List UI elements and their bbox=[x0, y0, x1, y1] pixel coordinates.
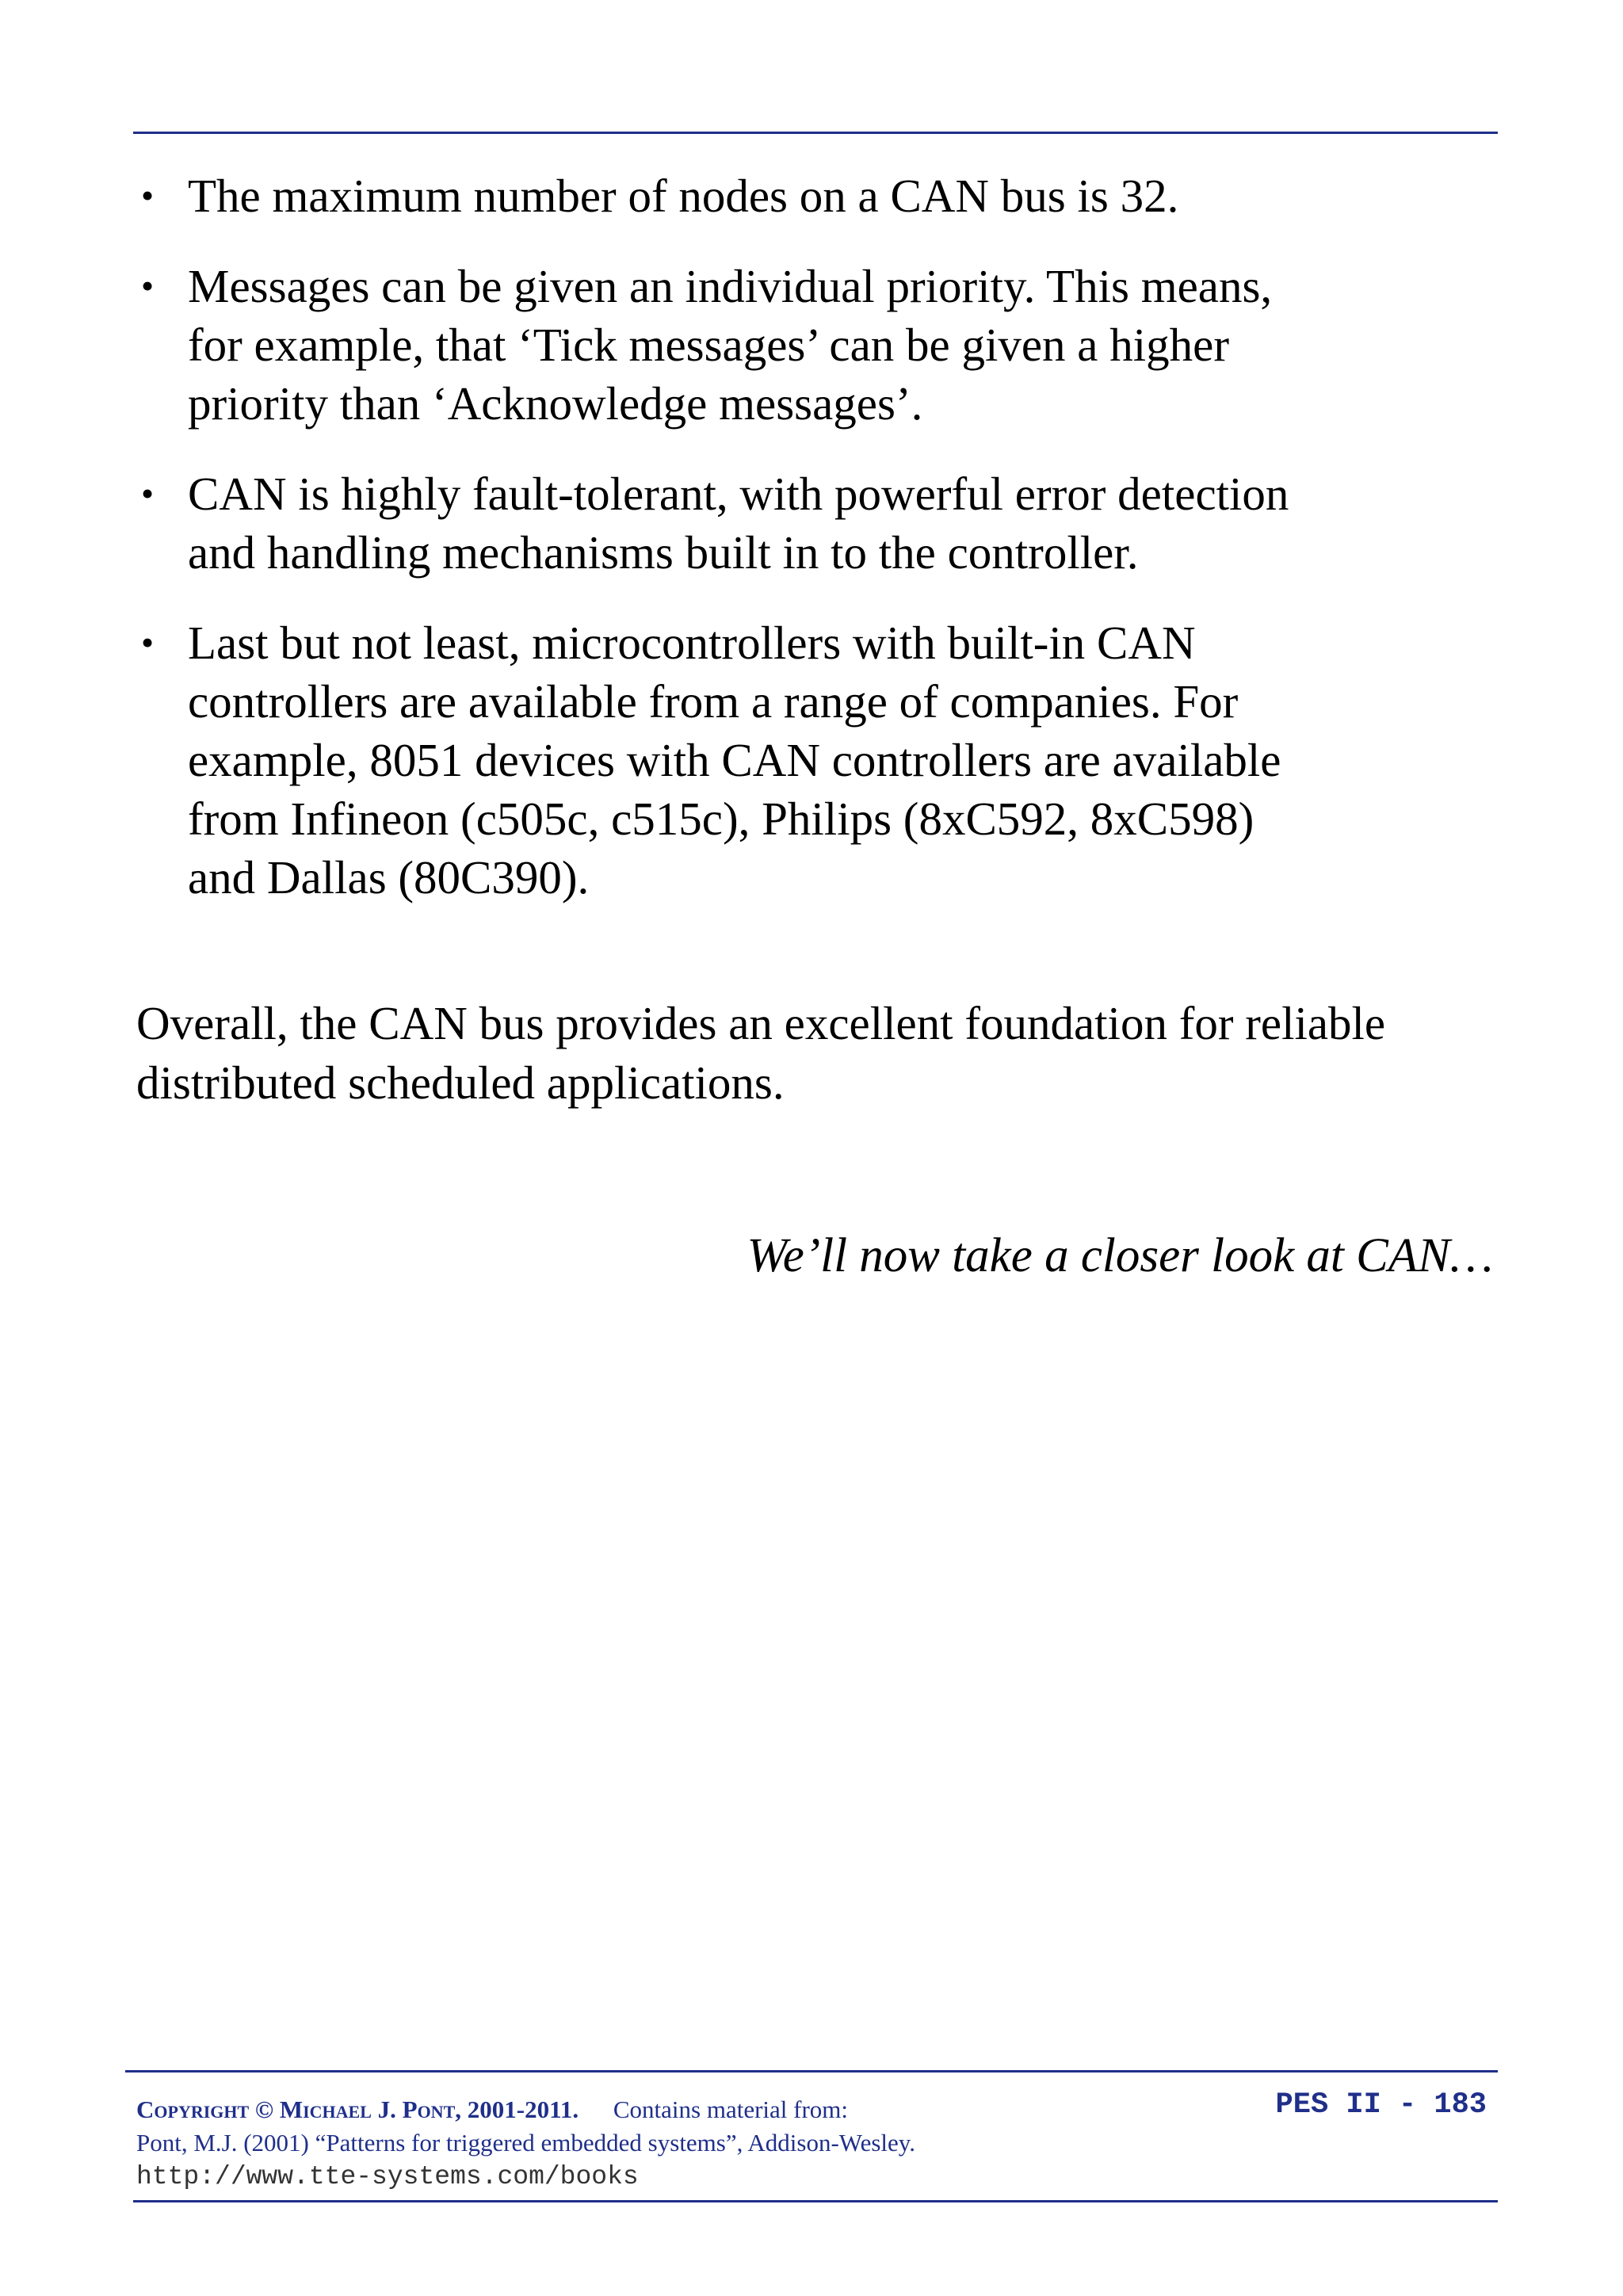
bullet-dot-icon: • bbox=[141, 266, 155, 306]
bullet-dot-icon: • bbox=[141, 175, 155, 216]
bullet-line: Messages can be given an individual priority. This means, bbox=[188, 260, 1273, 312]
bullet-line: from Infineon (c505c, c515c), Philips (8xC592, 8xC598) bbox=[188, 793, 1254, 845]
source-intro: Contains material from: bbox=[613, 2095, 849, 2123]
bullet-line: Last but not least, microcontrollers with built-in CAN bbox=[188, 617, 1196, 669]
bullet-line: CAN is highly fault-tolerant, with powerful error detection bbox=[188, 468, 1289, 520]
bullet-dot-icon: • bbox=[141, 622, 155, 663]
bullet-item bbox=[135, 166, 1403, 225]
bullet-line: controllers are available from a range of companies. For bbox=[188, 675, 1239, 728]
bullet-item bbox=[135, 613, 1403, 907]
bullet-line: example, 8051 devices with CAN controllers are available bbox=[188, 734, 1281, 786]
page-footer bbox=[136, 2088, 1491, 2195]
bullet-line: and Dallas (80C390). bbox=[188, 851, 590, 904]
footer-top-divider bbox=[125, 2070, 1498, 2073]
footer-url-link[interactable]: http://www.tte-systems.com/books bbox=[136, 2162, 639, 2191]
page-number-label: PES II - 183 bbox=[1275, 2088, 1487, 2122]
bullet-dot-icon: • bbox=[141, 473, 155, 514]
copyright-notice: Copyright © Michael J. Pont, 2001-2011. bbox=[136, 2095, 579, 2123]
summary-paragraph bbox=[136, 994, 1499, 1113]
bullet-line: priority than ‘Acknowledge messages’. bbox=[188, 377, 923, 430]
bullet-line: for example, that ‘Tick messages’ can be given a higher bbox=[188, 319, 1229, 371]
bullet-item bbox=[135, 464, 1403, 582]
paragraph-line: distributed scheduled applications. bbox=[136, 1056, 785, 1109]
closing-remark: We’ll now take a closer look at CAN… bbox=[747, 1229, 1493, 1282]
bullet-list bbox=[135, 166, 1403, 938]
footer-bottom-divider bbox=[133, 2200, 1498, 2202]
paragraph-line: Overall, the CAN bus provides an excellent foundation for reliable bbox=[136, 997, 1386, 1049]
bullet-line: and handling mechanisms built in to the controller. bbox=[188, 526, 1139, 579]
bullet-item bbox=[135, 257, 1403, 433]
footer-citation: Pont, M.J. (2001) “Patterns for triggered embedded systems”, Addison-Wesley. bbox=[136, 2129, 916, 2157]
top-divider bbox=[133, 132, 1498, 134]
bullet-line: The maximum number of nodes on a CAN bus is 32. bbox=[188, 170, 1179, 222]
